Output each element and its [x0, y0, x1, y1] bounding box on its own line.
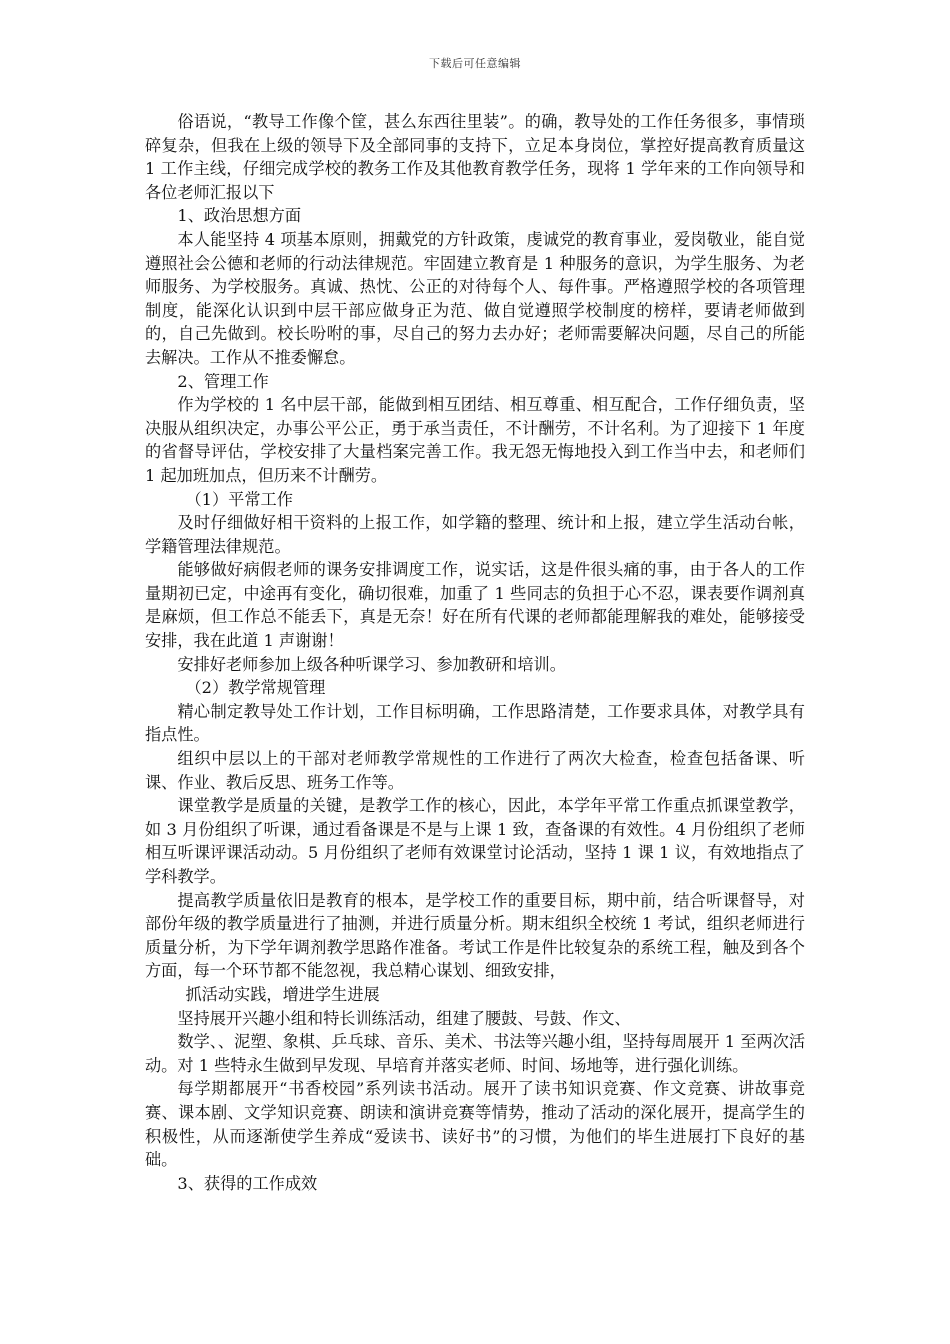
paragraph-scheduling: 能够做好病假老师的课务安排调度工作，说实话，这是件很头痛的事，由于各人的工作量期初已定，中途再有变化，确切很难，加重了 1 些同志的负担于心不忍，课表要作调剂真是麻烦，但工作总不能丢下，真是无奈！好在所有代课的老师都能理解我的难处，能够接受安排，我在此道 1 声谢谢！ — [145, 560, 805, 651]
paragraph-politics: 本人能坚持 4 项基本原则，拥戴党的方针政策，虔诚党的教育事业，爱岗敬业，能自觉遵照社会公德和老师的行动法律规范。牢固建立教育是 1 种服务的意识，为学生服务、为老师服务、为学校服务。真诚、热忱、公正的对待每个人、每件事。严格遵照学校的各项管理制度，能深化认识到中层干部应做身正为范、做自觉遵照学校制度的榜样，要请老师做到的，自己先做到。校长吩咐的事，尽自己的努力去办好；老师需要解决问题，尽自己的所能去解决。工作从不推委懈怠。 — [145, 229, 805, 367]
paragraph-classroom: 课堂教学是质量的关键，是教学工作的核心，因此，本学年平常工作重点抓课堂教学，如 3 月份组织了听课，通过看备课是不是与上课 1 致，查备课的有效性。4 月份组织了老师相互听课评课活动动。5 月份组织了老师有效课堂讨论活动，坚持 1 课 1 议，有效地指点了学科教学。 — [145, 796, 805, 886]
header-note: 下载后可任意编辑 — [429, 57, 521, 70]
paragraph-training: 安排好老师参加上级各种听课学习、参加教研和培训。 — [177, 654, 566, 674]
paragraph-quality: 提高教学质量依旧是教育的根本，是学校工作的重要目标，期中前，结合听课督导，对部份年级的教学质量进行了抽测，并进行质量分析。期末组织全校统 1 考试，组织老师进行质量分析，为下学年调剂教学思路作准备。考试工作是件比较复杂的系统工程，触及到各个方面，每一个环节都不能忽视，我总精心谋划、细致安排， — [145, 890, 805, 981]
paragraph-plan: 精心制定教导处工作计划，工作目标明确，工作思路清楚，工作要求具体，对教学具有指点性。 — [145, 701, 805, 745]
section-heading-politics: 1、政治思想方面 — [177, 206, 302, 226]
subheading-activities: 抓活动实践，增进学生进展 — [185, 984, 380, 1004]
document-body — [145, 110, 805, 1195]
paragraph-inspection: 组织中层以上的干部对老师教学常规性的工作进行了两次大检查，检查包括备课、听课、作业、教后反思、班务工作等。 — [145, 749, 805, 792]
paragraph-interest-groups-cont: 数学、、泥塑、象棋、乒乓球、音乐、美术、书法等兴趣小组，坚持每周展开 1 至两次活动。对 1 些特永生做到早发现、早培育并落实老师、时间、场地等，进行强化训练。 — [145, 1032, 806, 1075]
paragraph-interest-groups: 坚持展开兴趣小组和特长训练活动，组建了腰鼓、号鼓、作文、 — [177, 1008, 631, 1028]
subheading-teaching-routine: （2）教学常规管理 — [185, 678, 326, 698]
paragraph-reading: 每学期都展开“书香校园”系列读书活动。展开了读书知识竞赛、作文竞赛、讲故事竞赛、课本剧、文学知识竞赛、朗读和演讲竞赛等情势，推动了活动的深化展开，提高学生的积极性，从而逐渐使学生养成“爱读书、读好书”的习惯，为他们的毕生进展打下良好的基础。 — [145, 1079, 805, 1170]
section-heading-results: 3、获得的工作成效 — [177, 1173, 318, 1193]
intro-paragraph: 俗语说，“教导工作像个筐，甚么东西往里装”。的确，教导处的工作任务很多，事情琐碎复杂，但我在上级的领导下及全部同事的支持下，立足本身岗位，掌控好提高教育质量这 1 工作主线，仔细完成学校的教务工作及其他教育教学任务，现将 1 学年来的工作向领导和各位老师汇报以下 — [145, 112, 805, 202]
paragraph-management: 作为学校的 1 名中层干部，能做到相互团结、相互尊重、相互配合，工作仔细负责，坚决服从组织决定，办事公平公正，勇于承当责任，不计酬劳，不计名利。为了迎接下 1 年度的省督导评估，学校安排了大量档案完善工作。我无怨无悔地投入到工作当中去，和老师们 1 起加班加点，但历来不计酬劳。 — [145, 395, 805, 485]
subheading-daily-work: （1）平常工作 — [185, 489, 293, 509]
section-heading-management: 2、管理工作 — [177, 371, 269, 391]
paragraph-reporting: 及时仔细做好相干资料的上报工作，如学籍的整理、统计和上报，建立学生活动台帐，学籍管理法律规范。 — [145, 513, 805, 556]
